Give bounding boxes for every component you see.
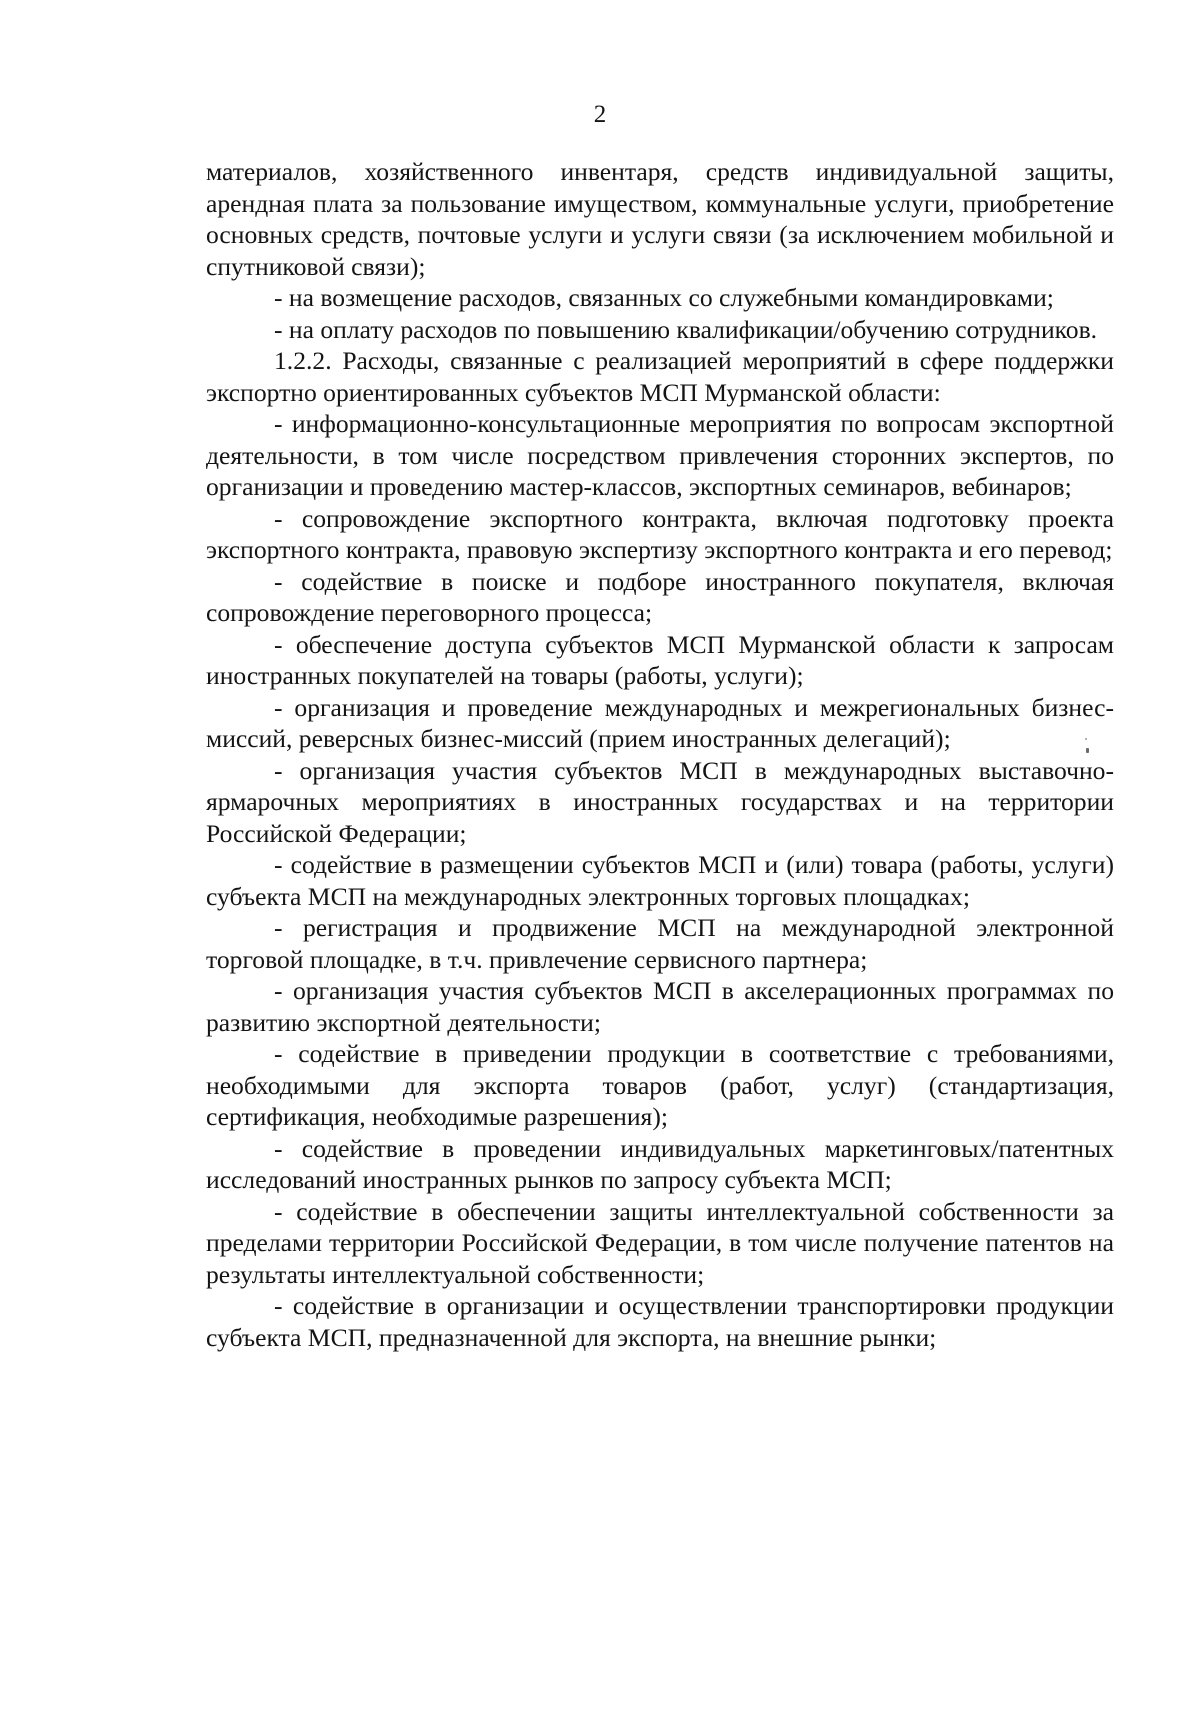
list-item-market-research: - содействие в проведении индивидуальных маркетинговых/патентных исследований иностранных рынков по запросу субъекта МСП; xyxy=(206,1133,1114,1194)
list-item-buyer-search: - содействие в поиске и подборе иностранного покупателя, включая сопровождение переговорного процесса; xyxy=(206,566,1114,627)
list-item-certification: - содействие в приведении продукции в соответствие с требованиями, необходимыми для экспорта товаров (работ, услуг) (стандартизация, сертификация, необходимые разрешения); xyxy=(206,1039,1114,1131)
section-heading-1-2-2: 1.2.2. Расходы, связанные с реализацией мероприятий в сфере поддержки экспортно ориентированных субъектов МСП Мурманской области: xyxy=(206,346,1114,407)
list-item-training-expenses: - на оплату расходов по повышению квалификации/обучению сотрудников. xyxy=(274,314,1098,344)
list-item-transportation: - содействие в организации и осуществлении транспортировки продукции субъекта МСП, предназначенной для экспорта, на внешние рынки; xyxy=(206,1291,1114,1352)
list-item-ip-protection: - содействие в обеспечении защиты интеллектуальной собственности за пределами территории Российской Федерации, в том числе получение патентов на результаты интеллектуальной собственности; xyxy=(206,1196,1114,1289)
paragraph-continuation: материалов, хозяйственного инвентаря, средств индивидуальной защиты, арендная плата за пользование имуществом, коммунальные услуги, приобретение основных средств, почтовые услуги и услуги связи (за исключением мобильной и спутниковой связи); xyxy=(206,157,1114,281)
page-number: 2 xyxy=(593,101,607,128)
list-item-acceleration-programs: - организация участия субъектов МСП в акселерационных программах по развитию экспортной деятельности; xyxy=(206,976,1114,1037)
list-item-marketplace-placement: - содействие в размещении субъектов МСП и (или) товара (работы, услуги) субъекта МСП на международных электронных торговых площадках; xyxy=(206,850,1114,911)
scan-speck xyxy=(1086,748,1089,753)
list-item-contract-support: - сопровождение экспортного контракта, включая подготовку проекта экспортного контракта, правовую экспертизу экспортного контракта и его перевод; xyxy=(206,503,1114,564)
list-item-consulting-events: - информационно-консультационные мероприятия по вопросам экспортной деятельности, в том числе посредством привлечения сторонних экспертов, по организации и проведению мастер-классов, экспортных семинаров, вебинаров; xyxy=(206,409,1114,501)
document-body xyxy=(206,156,1114,1353)
list-item-business-missions: - организация и проведение международных и межрегиональных бизнес-миссий, реверсных бизнес-миссий (прием иностранных делегаций); xyxy=(206,692,1114,753)
list-item-buyer-requests-access: - обеспечение доступа субъектов МСП Мурманской области к запросам иностранных покупателей на товары (работы, услуги); xyxy=(206,629,1114,690)
list-item-exhibitions: - организация участия субъектов МСП в международных выставочно-ярмарочных мероприятиях в иностранных государствах и на территории Российской Федерации; xyxy=(206,755,1114,848)
scan-speck xyxy=(1085,738,1087,740)
list-item-marketplace-registration: - регистрация и продвижение МСП на международной электронной торговой площадке, в т.ч. привлечение сервисного партнера; xyxy=(206,913,1114,974)
list-item-travel-expenses: - на возмещение расходов, связанных со служебными командировками; xyxy=(274,283,1054,312)
